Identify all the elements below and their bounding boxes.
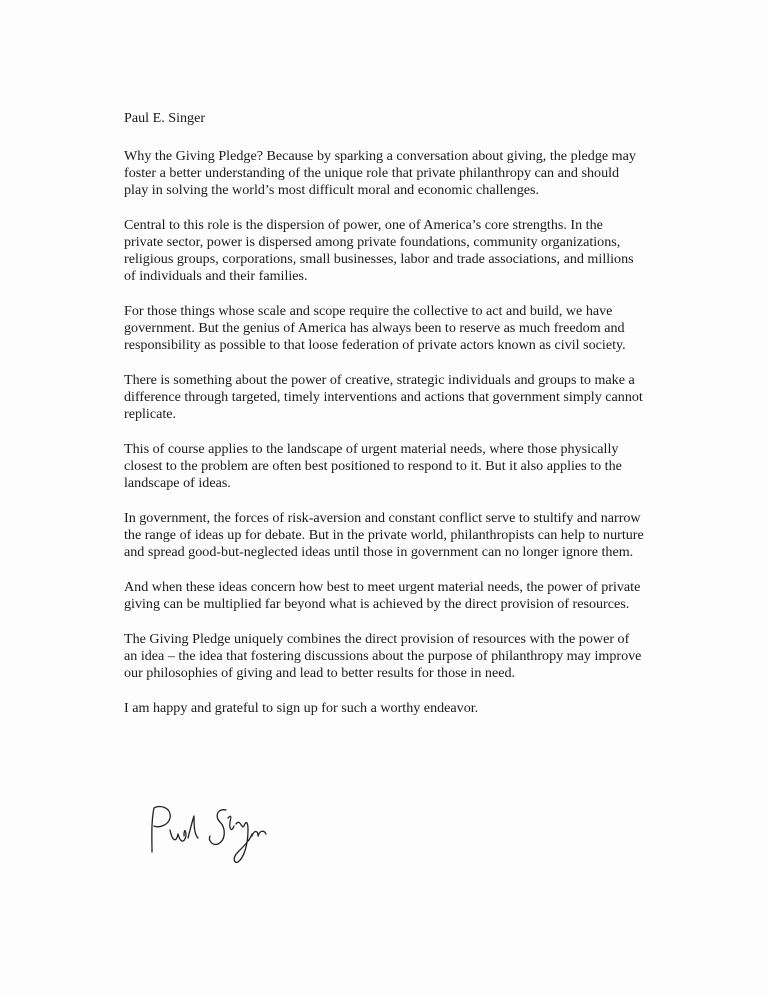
- paragraph-8: The Giving Pledge uniquely combines the direct provision of resources with the power of an idea – the idea that fostering discussions about the purpose of philanthropy may improve our philosophies of giving and lead to better results for those in need.: [124, 631, 642, 681]
- paragraph-1: Why the Giving Pledge? Because by sparking a conversation about giving, the pledge may foster a better understanding of the unique role that private philanthropy can and should play in solving the world’s most difficult moral and economic challenges.: [124, 148, 636, 198]
- paragraph-6: In government, the forces of risk-aversion and constant conflict serve to stultify and narrow the range of ideas up for debate. But in the private world, philanthropists can help to nurture and spread good-but-neglected ideas until those in government can no longer ignore them.: [124, 510, 644, 560]
- paragraph-3: For those things whose scale and scope require the collective to act and build, we have government. But the genius of America has always been to reserve as much freedom and responsibility as possible to that loose federation of private actors known as civil society.: [124, 303, 626, 353]
- paragraph-4: There is something about the power of creative, strategic individuals and groups to make a difference through targeted, timely interventions and actions that government simply cannot replicate.: [124, 372, 643, 422]
- closing-paragraph: I am happy and grateful to sign up for such a worthy endeavor.: [124, 700, 479, 716]
- paragraph-2: Central to this role is the dispersion of power, one of America’s core strengths. In the private sector, power is dispersed among private foundations, community organizations, religious groups, corporations, small businesses, labor and trade associations, and millions of individuals and their families.: [124, 217, 634, 284]
- paragraph-5: This of course applies to the landscape of urgent material needs, where those physically closest to the problem are often best positioned to respond to it. But it also applies to the landscape of ideas.: [124, 441, 622, 491]
- letter-body: [124, 110, 644, 735]
- handwritten-signature: [140, 800, 280, 880]
- paragraph-7: And when these ideas concern how best to meet urgent material needs, the power of private giving can be multiplied far beyond what is achieved by the direct provision of resources.: [124, 579, 641, 612]
- author-name: Paul E. Singer: [124, 110, 206, 126]
